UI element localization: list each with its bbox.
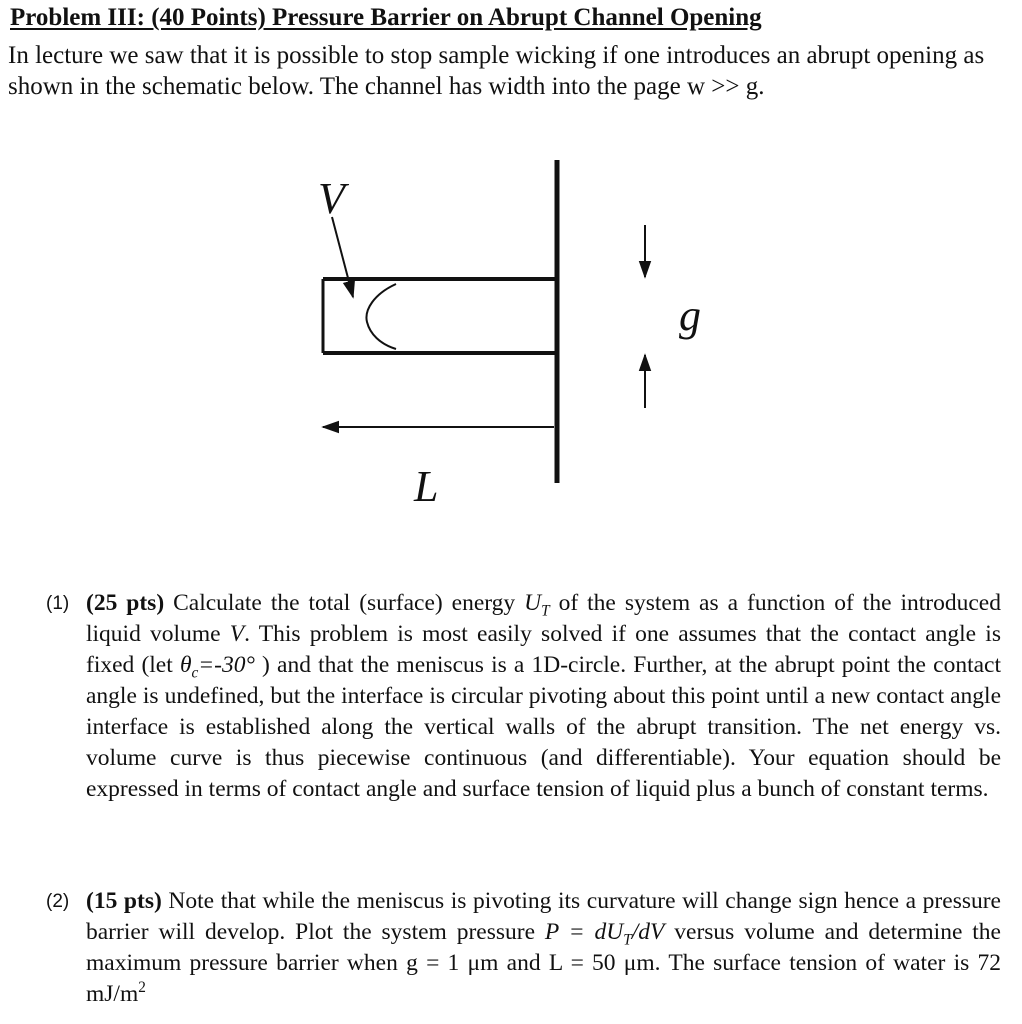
part-2-points: (15 pts) bbox=[86, 888, 162, 914]
intro-paragraph: In lecture we saw that it is possible to stop sample wicking if one introduces an abrupt opening as shown in the schematic below. The channel has width into the page w >> g. bbox=[8, 42, 985, 100]
length-label: L bbox=[414, 462, 439, 511]
part-1-text-b: of the system as a function of the introduced liquid volume bbox=[86, 590, 1001, 647]
part-1-text-d: ) and that the meniscus is a 1D-circle. Further, at the abrupt point the contact angle is undefined, but the interface is circular pivoting about this point until a new contact angle interface is established along the vertical walls of the abrupt transition. The net energy vs. volume curve is thus piecewise continuous (and differentiable). Your equation should be expressed in terms of contact angle and surface tension of liquid plus a bunch of constant terms. bbox=[86, 652, 1001, 802]
meniscus-curve bbox=[366, 284, 396, 349]
problem-title: Problem III: (40 Points) Pressure Barrier on Abrupt Channel Opening bbox=[10, 4, 762, 31]
part-1-number: (1) bbox=[46, 593, 70, 614]
volume-symbol: V bbox=[229, 621, 245, 647]
pressure-formula: $P = dU_T/dV$ bbox=[544, 919, 665, 949]
channel-schematic bbox=[0, 150, 1022, 550]
part-1-text-c: . This problem is most easily solved if one assumes that the contact angle is fixed (let bbox=[86, 621, 1001, 678]
part-2-text-b: versus volume and determine the maximum pressure barrier when g = 1 μm and L = 50 μm. The surface tension of water is 72 mJ/m bbox=[86, 919, 1001, 1007]
part-1-text bbox=[86, 588, 1001, 805]
part-2-text bbox=[86, 886, 1001, 1010]
problem-part-1 bbox=[46, 588, 1001, 805]
part-2-text-a: Note that while the meniscus is pivoting its curvature will change sign hence a pressure barrier will develop. Plot the system pressure bbox=[86, 888, 1001, 945]
volume-pointer-arrow bbox=[332, 217, 353, 297]
channel-walls bbox=[323, 160, 558, 483]
part-1-text-a: Calculate the total (surface) energy bbox=[164, 590, 525, 616]
problem-part-2 bbox=[46, 886, 1001, 1010]
volume-label: V bbox=[318, 174, 345, 223]
contact-angle-symbol: $\theta_c=-30^\circ$ bbox=[179, 652, 255, 682]
gap-label: g bbox=[679, 291, 701, 340]
part-2-number: (2) bbox=[46, 891, 70, 912]
part-1-points: (25 pts) bbox=[86, 590, 165, 616]
energy-symbol: $U_T$ bbox=[524, 590, 550, 620]
units-superscript: 2 bbox=[138, 979, 146, 997]
